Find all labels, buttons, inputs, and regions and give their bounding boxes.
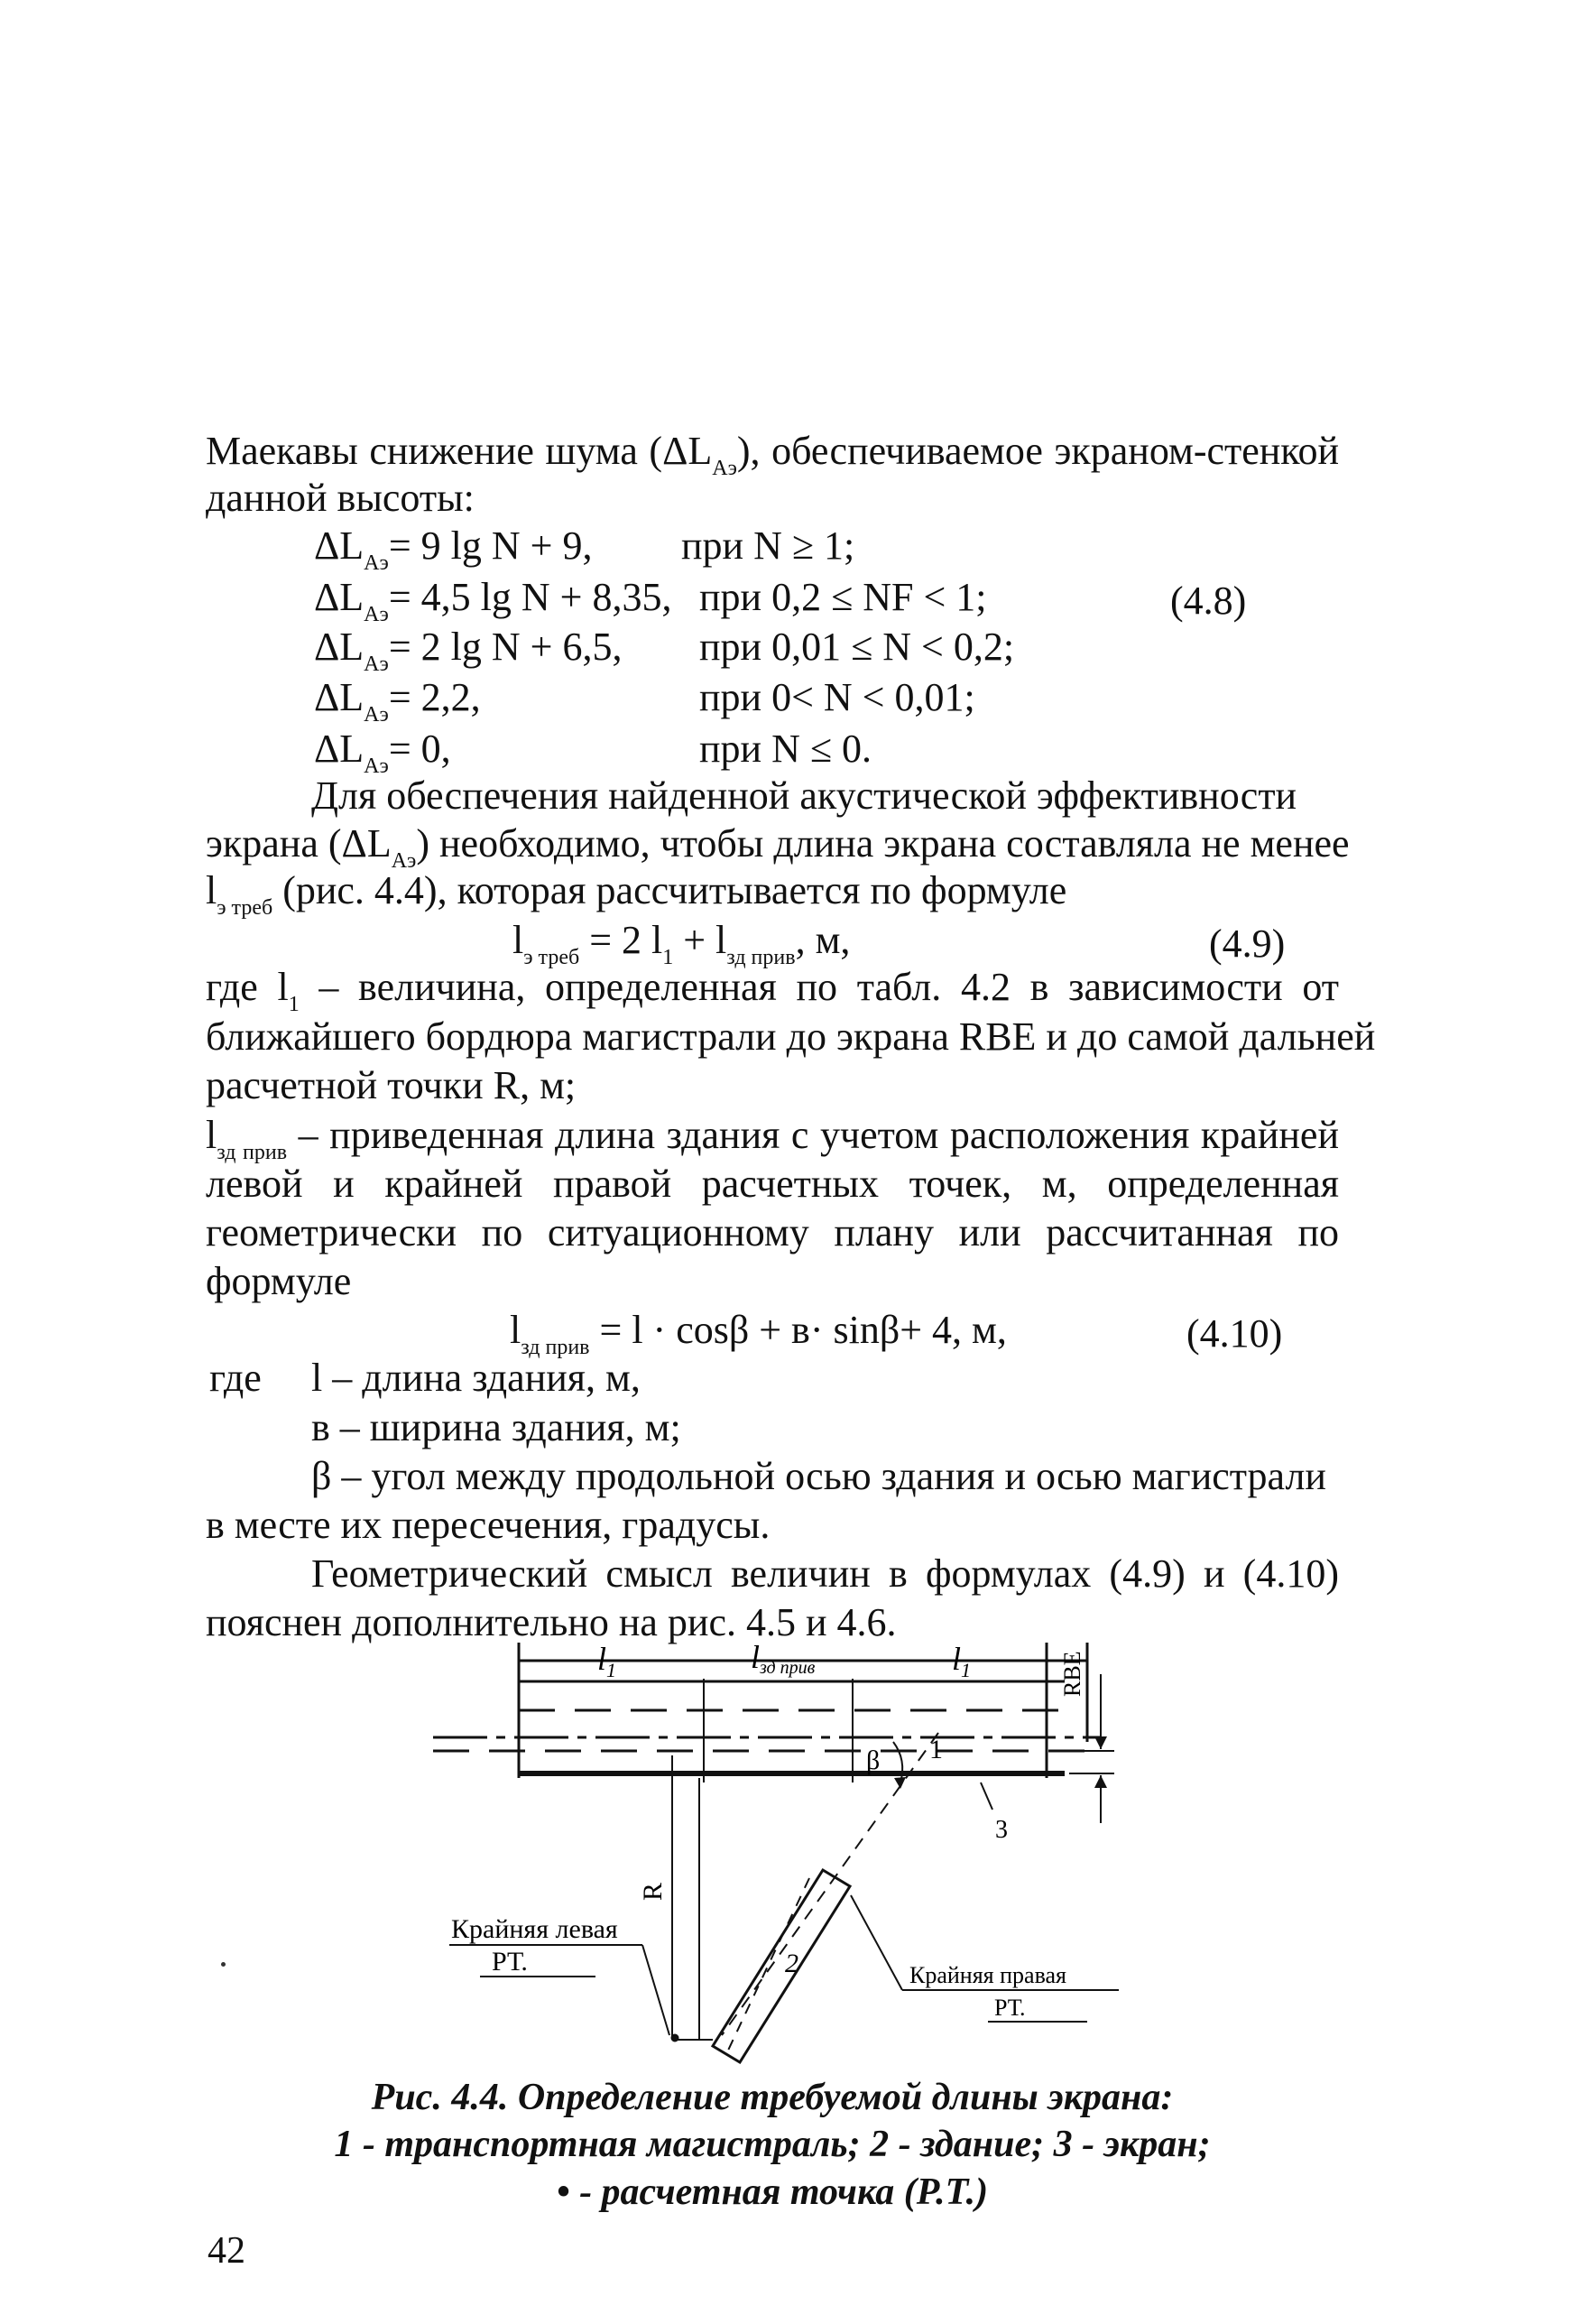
page-number: 42 [208,2230,245,2272]
figure-caption-line-3: • - расчетная точка (Р.Т.) [556,2171,989,2213]
label-r: R [638,1882,668,1901]
right-point-label-1: Крайняя правая [909,1962,1067,1988]
formula-4-8-row: $\Delta L_{Аэ}= 9$ lg N + 9, [314,523,593,575]
para3-line-1: Геометрический смысл величин в формулах (4.9) и (4.10) [311,1551,1339,1596]
label-screen-3: 3 [995,1816,1008,1844]
label-building-2: 2 [785,1949,798,1978]
formula-4-8-row: $\Delta L_{Аэ}= 0$, [314,727,451,778]
para2-line-2: экрана $(\Delta L_{Аэ})$ необходимо, чтобы длина экрана составляла не менее [206,821,1350,873]
para3-line-2: пояснен дополнительно на рис. 4.5 и 4.6. [206,1600,897,1644]
building [713,1870,850,2062]
intro-line-1: Маекавы снижение шума $(\Delta L_{Аэ})$, обеспечиваемое экраном-стенкой [206,429,1339,480]
label-road-1: 1 [929,1735,943,1764]
where3-item-3-line-1: β – угол между продольной осью здания и осью магистрали [311,1454,1326,1498]
figure-caption-line-2: 1 - транспортная магистраль; 2 - здание; 3 - экран; [334,2124,1211,2165]
formula-4-8-cond: при 0,2 ≤ NF < 1; [699,575,987,619]
para2-line-3: $l_{э треб}$ (рис. 4.4), которая рассчитывается по формуле [206,868,1067,920]
where1-line-2: ближайшего бордюра магистрали до экрана RBE и до самой дальней [206,1014,1376,1059]
right-point-label-2: РТ. [994,1995,1026,2021]
stray-dot [221,1962,226,1967]
formula-4-8-row: $\Delta L_{Аэ}= 4,5$ lg N + 8,35, [314,575,672,626]
label-rbe: RBE [1059,1651,1085,1697]
where2-line-3: геометрически по ситуационному плану или рассчитанная по [206,1210,1339,1255]
intro-line-2: данной высоты: [206,476,475,520]
label-l1-left: $l_1$ [597,1641,617,1681]
where1-line-3: расчетной точки R, м; [206,1063,577,1107]
left-point-label-1: Крайняя левая [451,1914,618,1944]
beta-angle-arc [893,1742,902,1782]
para2-line-1: Для обеспечения найденной акустической эффективности [311,773,1297,818]
label-l1-right: $l_1$ [952,1641,972,1681]
where2-line-4: формуле [206,1259,352,1303]
equation-number-4-9: (4.9) [1209,921,1286,966]
where2-line-2: левой и крайней правой расчетных точек, м, определенная [206,1162,1339,1206]
left-point-label-2: РТ. [492,1947,528,1977]
formula-4-8-row: $\Delta L_{Аэ}= 2$ lg N + 6,5, [314,625,623,676]
formula-4-8-cond: при N ≥ 1; [681,523,855,568]
where3-label: где [209,1356,262,1400]
formula-4-8-cond: при 0< N < 0,01; [699,675,975,719]
equation-number-4-8: (4.8) [1170,579,1247,623]
label-l-zd-priv: lзд прив [751,1639,816,1678]
formula-4-9: $l_{э треб} = 2$ $l_1 + l_{зд прив}$, м, [512,918,851,969]
where1-line-1: где $l_1$ – величина, определенная по табл. 4.2 в зависимости от [206,965,1339,1016]
equation-number-4-10: (4.10) [1186,1311,1283,1356]
where3-item-3-line-2: в месте их пересечения, градусы. [206,1503,771,1547]
where3-item-1: l – длина здания, м, [311,1356,641,1400]
formula-4-8-cond: при 0,01 ≤ N < 0,2; [699,625,1015,669]
formula-4-8-row: $\Delta L_{Аэ}= 2,2$, [314,675,481,727]
formula-4-10: $l_{зд прив} = l \cdot \cos\beta + в\cdot \sin\beta+ 4$, м, [510,1308,1007,1359]
bullet-icon: • [556,2171,570,2213]
where2-line-1: $l_{зд прив}$ – приведенная длина здания с учетом расположения крайней [206,1113,1340,1164]
label-beta: β [866,1745,881,1775]
figure-caption-line-1: Рис. 4.4. Определение требуемой длины экрана: [371,2077,1174,2118]
formula-4-8-cond: при N ≤ 0. [699,727,872,771]
where3-item-2: в – ширина здания, м; [311,1405,681,1449]
